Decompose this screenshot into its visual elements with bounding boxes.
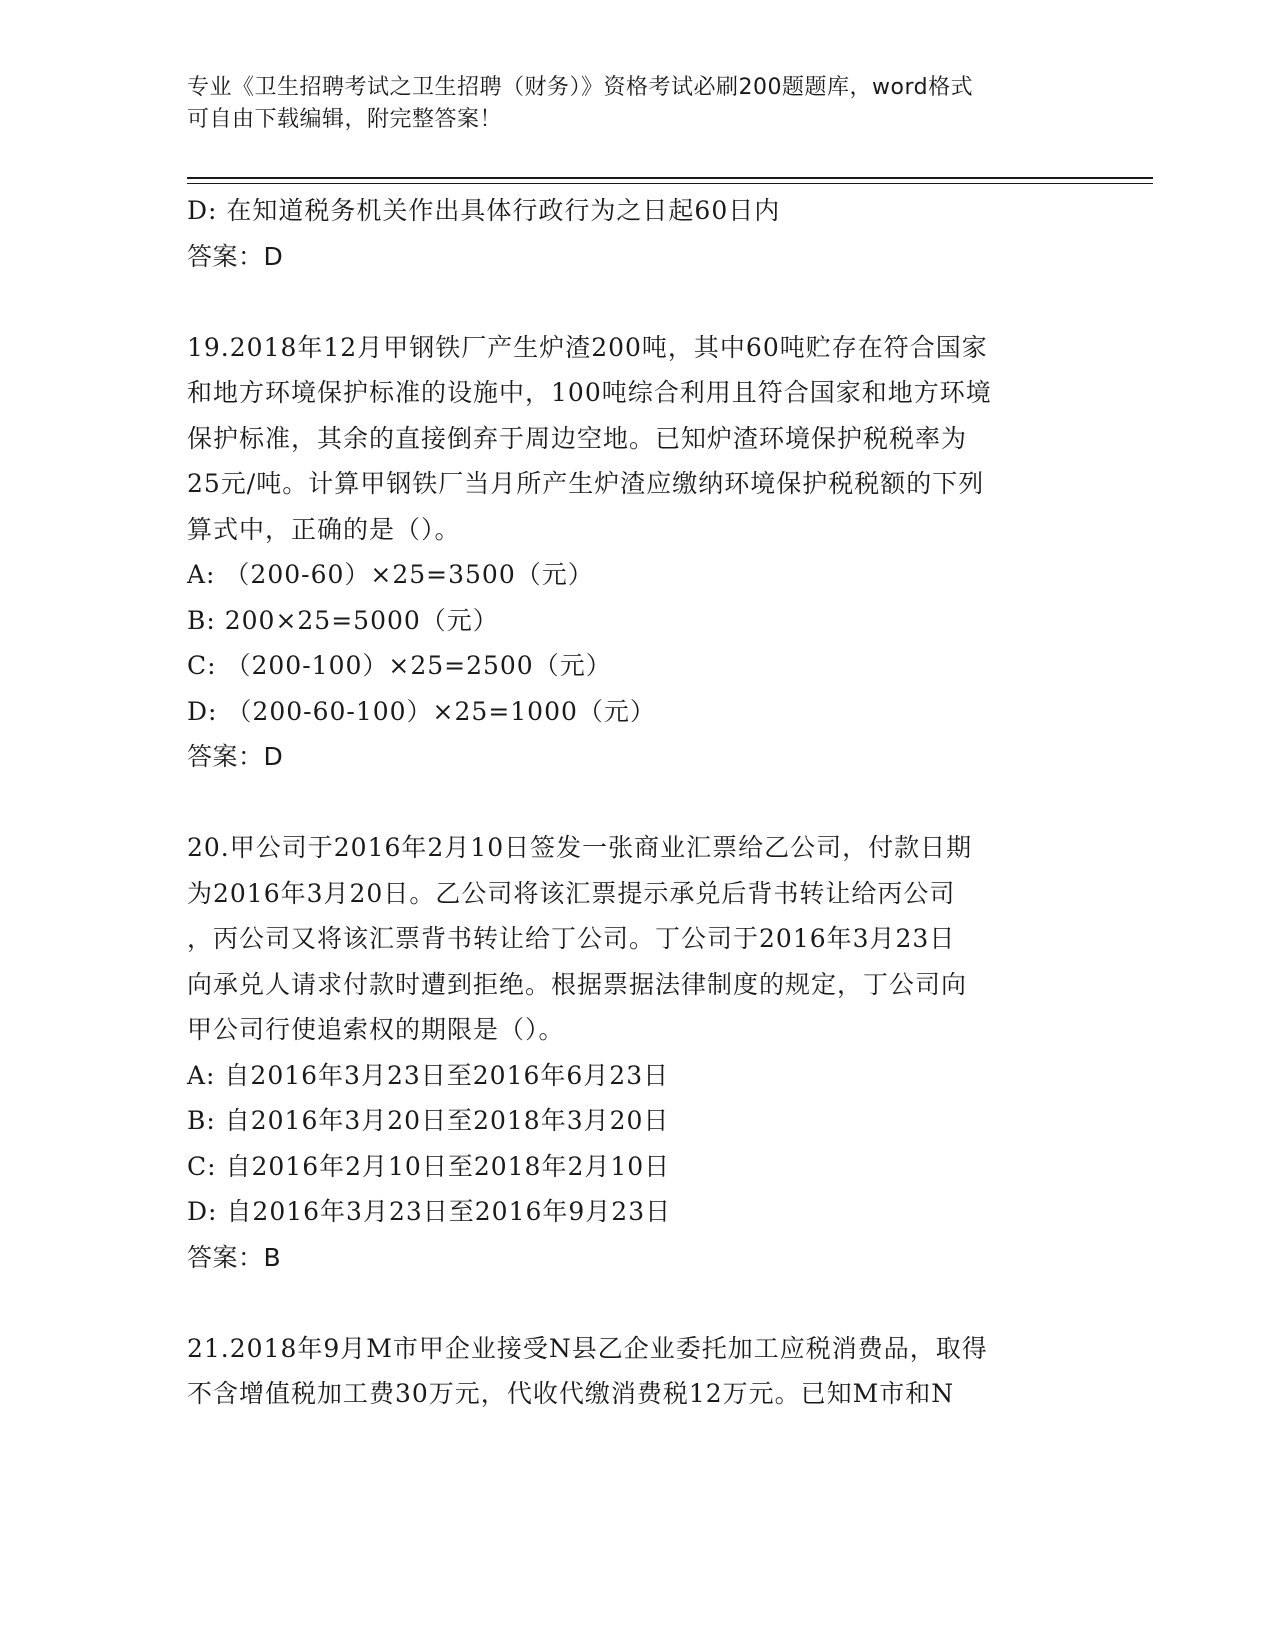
question-stem-line: 甲公司行使追索权的期限是（）。 [187, 1015, 565, 1044]
answer-line: 答案：D [187, 241, 284, 271]
page-header [187, 72, 1087, 136]
question-stem-line: 25元/吨。计算甲钢铁厂当月所产生炉渣应缴纳环境保护税税额的下列 [187, 469, 985, 498]
option-a: A: （200-60）×25=3500（元） [187, 560, 594, 589]
question-stem-line: 20.甲公司于2016年2月10日签发一张商业汇票给乙公司，付款日期 [187, 833, 973, 862]
previous-question-tail [187, 188, 1087, 279]
paragraph-gap [187, 780, 1087, 826]
question-21 [187, 1326, 1087, 1417]
question-stem-line: 保护标准，其余的直接倒弃于周边空地。已知炉渣环境保护税税率为 [187, 423, 968, 453]
question-stem-line: 算式中，正确的是（）。 [187, 514, 461, 544]
option-b: B: 200×25=5000（元） [187, 605, 499, 635]
option-d: D: 在知道税务机关作出具体行政行为之日起60日内 [187, 196, 781, 225]
option-a: A: 自2016年3月23日至2016年6月23日 [187, 1060, 670, 1090]
question-stem-line: 为2016年3月20日。乙公司将该汇票提示承兑后背书转让给丙公司 [187, 878, 956, 908]
header-divider-thick [187, 177, 1153, 179]
paragraph-gap [187, 1280, 1087, 1326]
question-stem-line: 和地方环境保护标准的设施中，100吨综合利用且符合国家和地方环境 [187, 378, 992, 407]
answer-line: 答案：D [187, 742, 284, 771]
header-title-line-1: 专业《卫生招聘考试之卫生招聘（财务）》资格考试必刷200题题库，word格式 [187, 75, 974, 100]
question-stem-line: ，丙公司又将该汇票背书转让给丁公司。丁公司于2016年3月23日 [187, 924, 956, 953]
question-stem-line: 19.2018年12月甲钢铁厂产生炉渣200吨，其中60吨贮存在符合国家 [187, 332, 988, 362]
paragraph-gap [187, 279, 1087, 325]
question-stem-line: 21.2018年9月M市甲企业接受N县乙企业委托加工应税消费品，取得 [187, 1333, 988, 1363]
option-c: C: 自2016年2月10日至2018年2月10日 [187, 1151, 671, 1181]
header-title-line-2: 可自由下载编辑，附完整答案！ [187, 107, 503, 132]
option-d: D: （200-60-100）×25=1000（元） [187, 696, 656, 726]
question-stem-line: 不含增值税加工费30万元，代收代缴消费税12万元。已知M市和N [187, 1379, 955, 1408]
question-19 [187, 325, 1087, 780]
option-d: D: 自2016年3月23日至2016年9月23日 [187, 1197, 672, 1226]
question-stem-line: 向承兑人请求付款时遭到拒绝。根据票据法律制度的规定，丁公司向 [187, 969, 968, 999]
option-c: C: （200-100）×25=2500（元） [187, 651, 612, 680]
document-body [187, 188, 1087, 1417]
question-20 [187, 825, 1087, 1280]
header-divider-thin [187, 183, 1153, 184]
option-b: B: 自2016年3月20日至2018年3月20日 [187, 1106, 670, 1135]
answer-line: 答案：B [187, 1242, 282, 1272]
